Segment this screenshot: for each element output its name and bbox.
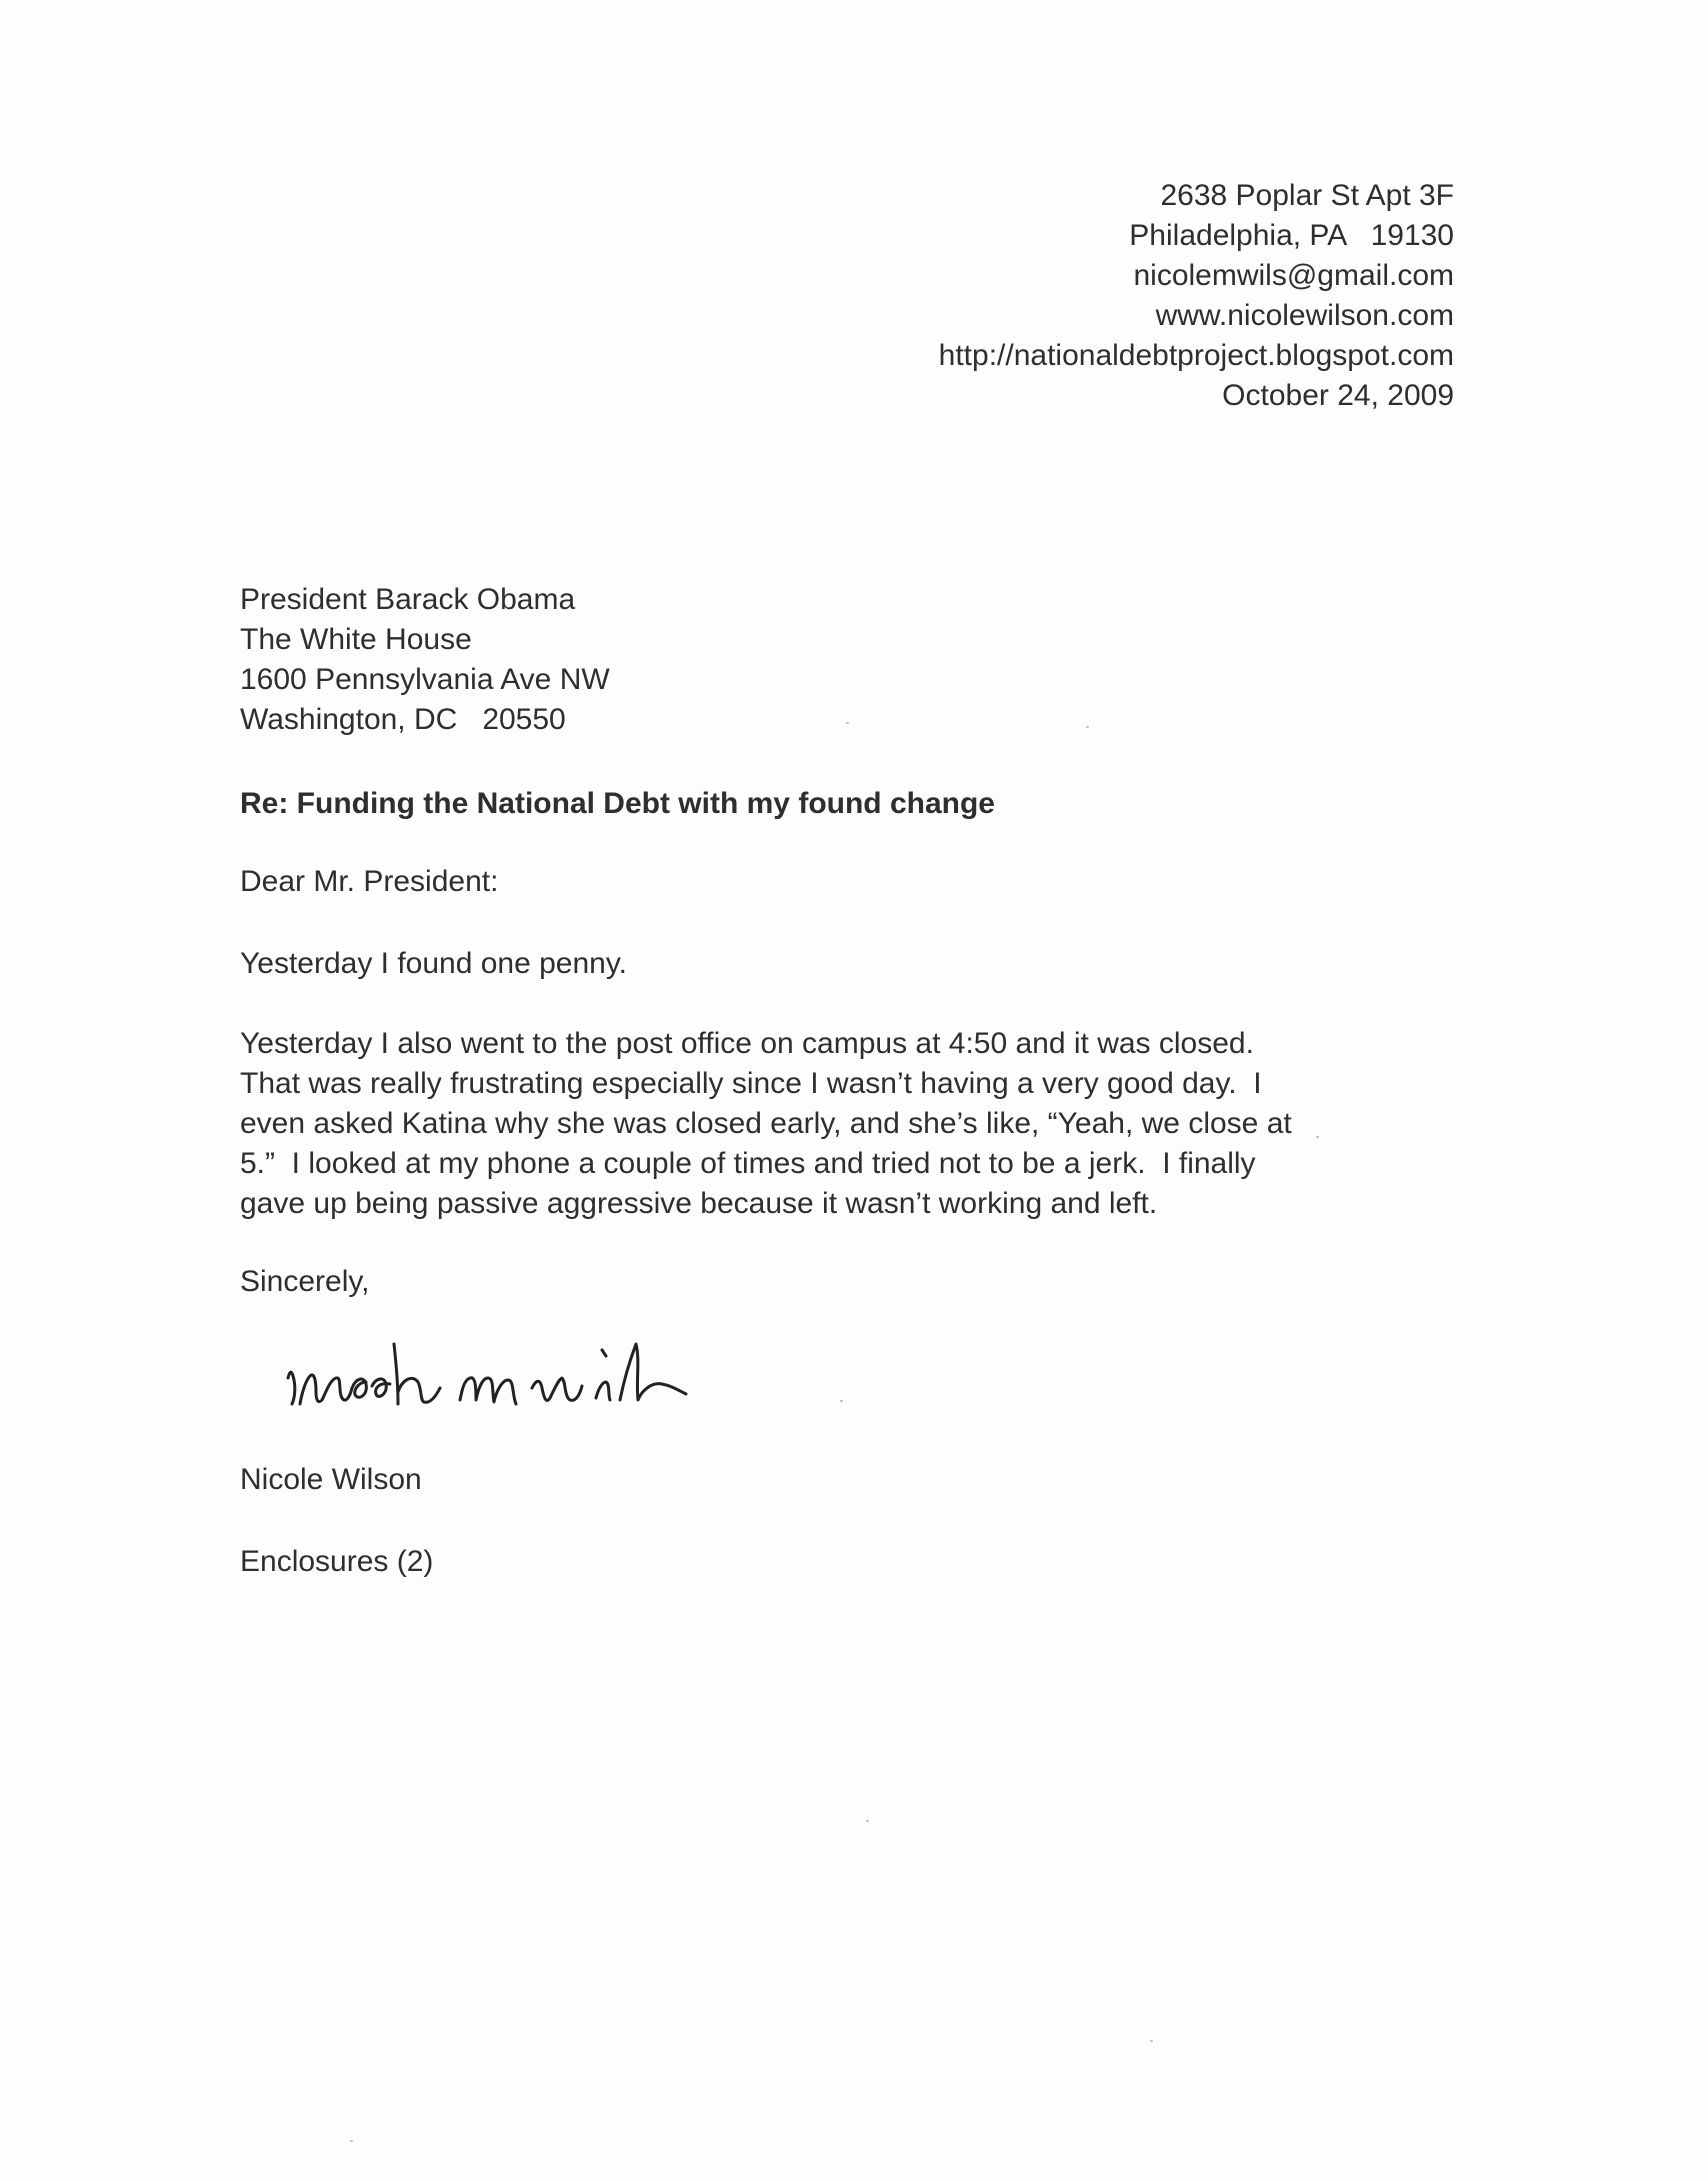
paragraph-2-line: gave up being passive aggressive because it wasn’t working and left. <box>240 1187 1158 1220</box>
scan-speck <box>1086 726 1089 728</box>
scan-speck <box>1150 2040 1153 2042</box>
paragraph-2 <box>240 1024 1480 1224</box>
closing: Sincerely, <box>240 1265 370 1298</box>
sender-address-line2: Philadelphia, PA 19130 <box>1129 219 1454 252</box>
sender-website: www.nicolewilson.com <box>1155 299 1454 332</box>
letter-date: October 24, 2009 <box>1222 379 1454 412</box>
scan-speck <box>846 722 849 724</box>
enclosures-note: Enclosures (2) <box>240 1545 434 1578</box>
subject-line: Re: Funding the National Debt with my found change <box>240 787 995 820</box>
scan-speck <box>840 1400 843 1402</box>
recipient-city: Washington, DC 20550 <box>240 703 566 736</box>
sender-address-line1: 2638 Poplar St Apt 3F <box>1160 179 1454 212</box>
recipient-block <box>240 580 610 740</box>
recipient-organization: The White House <box>240 623 472 656</box>
salutation: Dear Mr. President: <box>240 865 499 898</box>
scan-speck <box>866 1820 869 1822</box>
paragraph-2-line: Yesterday I also went to the post office on campus at 4:50 and it was closed. <box>240 1027 1254 1060</box>
paragraph-1: Yesterday I found one penny. <box>240 947 627 980</box>
paragraph-2-line: even asked Katina why she was closed early, and she’s like, “Yeah, we close at <box>240 1107 1292 1140</box>
scan-speck <box>350 2140 353 2142</box>
sender-email: nicolemwils@gmail.com <box>1133 259 1454 292</box>
paragraph-2-line: That was really frustrating especially since I wasn’t having a very good day. I <box>240 1067 1262 1100</box>
recipient-street: 1600 Pennsylvania Ave NW <box>240 663 610 696</box>
handwritten-signature <box>280 1300 800 1440</box>
paragraph-2-line: 5.” I looked at my phone a couple of times and tried not to be a jerk. I finally <box>240 1147 1256 1180</box>
scan-speck <box>1316 1136 1319 1138</box>
sender-block <box>939 176 1454 416</box>
sender-blog: http://nationaldebtproject.blogspot.com <box>938 339 1454 372</box>
recipient-name: President Barack Obama <box>240 583 576 616</box>
signer-name: Nicole Wilson <box>240 1463 422 1496</box>
